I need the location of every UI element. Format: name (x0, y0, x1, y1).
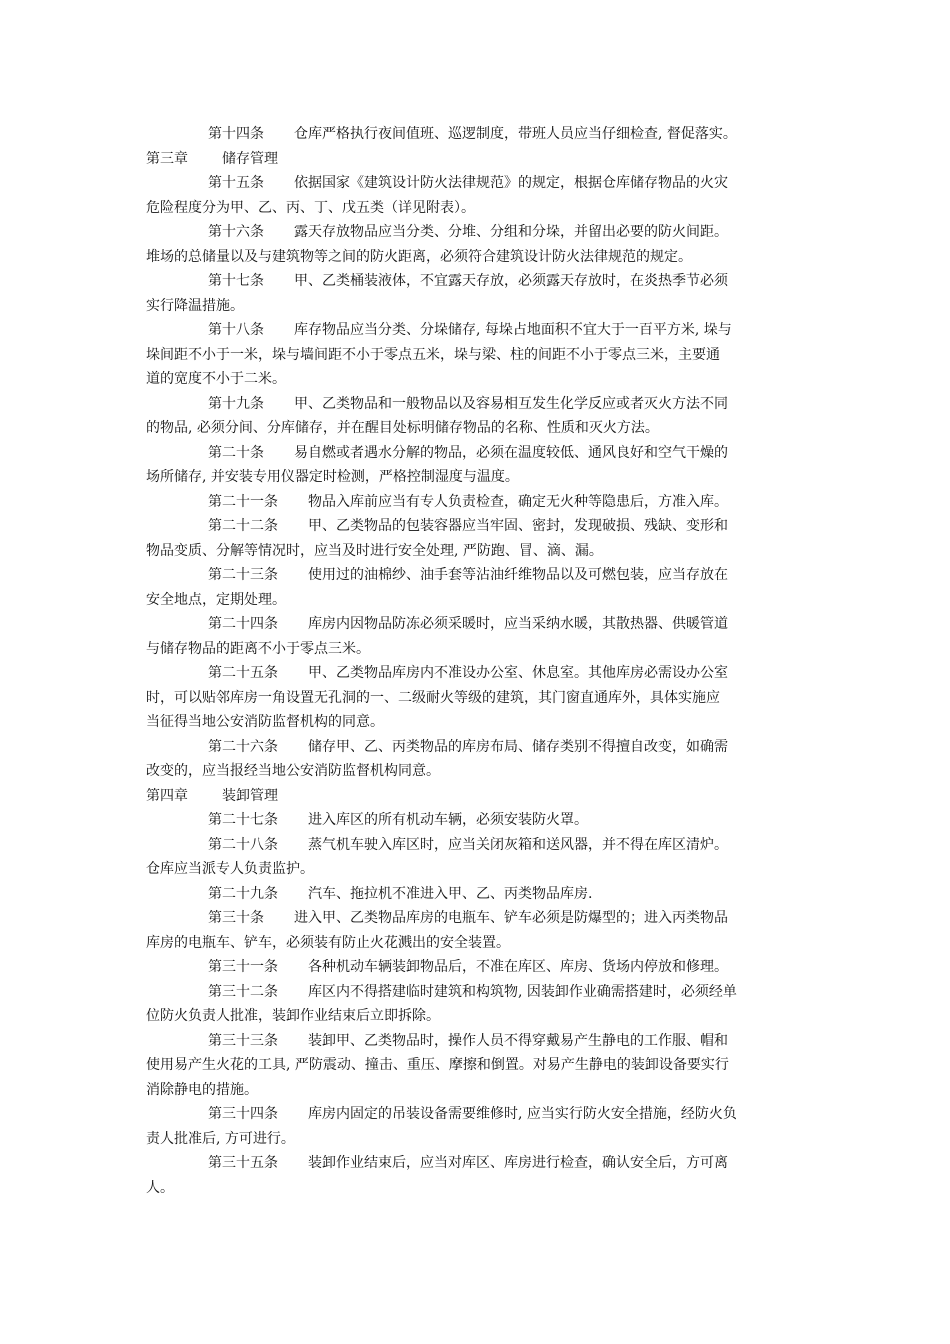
article-text: 库房的电瓶车、铲车，必须装有防止火花溅出的安全装置。 (146, 934, 510, 951)
document-page (146, 122, 808, 1200)
article-label: 第二十一条 (208, 493, 278, 510)
article-label: 第三十条 (208, 910, 264, 926)
article-continuation-line (146, 857, 808, 882)
chapter-title: 储存管理 (222, 150, 278, 167)
article-block (146, 808, 808, 833)
article-text: 库区内不得搭建临时建筑和构筑物, 因装卸作业确需搭建时，必须经单 (308, 983, 737, 1000)
article-first-line (146, 122, 808, 147)
article-text: 时，可以贴邻库房一角设置无孔洞的一、二级耐火等级的建筑，其门窗直通库外，具体实施应 (146, 689, 720, 706)
article-text: 当征得当地公安消防监督机构的同意。 (146, 714, 384, 730)
article-first-line (146, 318, 808, 343)
article-continuation-line (146, 931, 808, 956)
article-block (146, 392, 808, 441)
chapter-heading (146, 784, 808, 809)
article-continuation-line (146, 465, 808, 490)
article-text: 责人批准后, 方可进行。 (146, 1130, 295, 1147)
chapter-title: 装卸管理 (222, 787, 278, 804)
article-text: 垛间距不小于一米，垛与墙间距不小于零点五米，垛与梁、柱的间距不小于零点三米，主要通 (146, 346, 720, 363)
article-label: 第二十三条 (208, 567, 278, 583)
article-block (146, 441, 808, 490)
article-text: 仓库应当派专人负责监护。 (146, 861, 314, 877)
article-continuation-line (146, 686, 808, 711)
article-text: 人。 (146, 1179, 174, 1196)
article-first-line (146, 514, 808, 539)
article-label: 第二十五条 (208, 665, 278, 681)
article-label: 第二十七条 (208, 812, 278, 828)
article-first-line (146, 612, 808, 637)
article-first-line (146, 1029, 808, 1054)
article-block (146, 269, 808, 318)
article-text: 甲、乙类物品库房内不准设办公室、休息室。其他库房必需设办公室 (308, 665, 728, 681)
article-text: 储存甲、乙、丙类物品的库房布局、储存类别不得擅自改变，如确需 (308, 738, 728, 755)
article-block (146, 833, 808, 882)
article-continuation-line (146, 294, 808, 319)
article-first-line (146, 1151, 808, 1176)
article-text: 进入甲、乙类物品库房的电瓶车、铲车必须是防爆型的；进入丙类物品 (294, 910, 728, 926)
chapter-label: 第三章 (146, 150, 188, 167)
article-first-line (146, 392, 808, 417)
article-block (146, 906, 808, 955)
article-block (146, 1102, 808, 1151)
article-text: 进入库区的所有机动车辆，必须安装防火罩。 (308, 812, 588, 828)
article-first-line (146, 980, 808, 1005)
article-first-line (146, 441, 808, 466)
article-first-line (146, 1102, 808, 1127)
article-first-line (146, 269, 808, 294)
article-continuation-line (146, 710, 808, 735)
article-first-line (146, 220, 808, 245)
article-label: 第三十四条 (208, 1106, 278, 1122)
article-continuation-line (146, 245, 808, 270)
article-text: 位防火负责人批准，装卸作业结束后立即拆除。 (146, 1008, 440, 1024)
article-continuation-line (146, 1127, 808, 1152)
article-text: 消除静电的措施。 (146, 1081, 258, 1098)
article-text: 场所储存, 并安装专用仪器定时检测，严格控制湿度与温度。 (146, 469, 519, 485)
article-text: 使用易产生火花的工具, 严防震动、撞击、重压、摩擦和倒置。对易产生静电的装卸设备要实行 (146, 1057, 729, 1073)
article-label: 第十六条 (208, 224, 264, 240)
article-block (146, 171, 808, 220)
article-label: 第二十二条 (208, 518, 278, 534)
article-continuation-line (146, 1053, 808, 1078)
article-text: 依据国家《建筑设计防火法律规范》的规定，根据仓库储存物品的火灾 (294, 175, 728, 191)
article-text: 与储存物品的距离不小于零点三米。 (146, 640, 370, 657)
article-text: 易自燃或者遇水分解的物品，必须在温度较低、通风良好和空气干燥的 (294, 444, 728, 461)
article-label: 第十四条 (208, 126, 264, 142)
chapter-heading (146, 147, 808, 172)
article-label: 第三十一条 (208, 959, 278, 975)
article-first-line (146, 563, 808, 588)
article-label: 第三十二条 (208, 983, 278, 1000)
article-continuation-line (146, 637, 808, 662)
article-continuation-line (146, 367, 808, 392)
article-block (146, 1029, 808, 1103)
article-block (146, 122, 808, 147)
article-label: 第二十四条 (208, 616, 278, 632)
article-block (146, 220, 808, 269)
article-continuation-line (146, 588, 808, 613)
article-text: 甲、乙类物品的包装容器应当牢固、密封，发现破损、残缺、变形和 (308, 518, 728, 534)
article-label: 第三十三条 (208, 1032, 278, 1049)
article-label: 第二十八条 (208, 836, 278, 853)
article-text: 堆场的总储量以及与建筑物等之间的防火距离，必须符合建筑设计防火法律规范的规定。 (146, 248, 692, 265)
article-first-line (146, 808, 808, 833)
article-block (146, 612, 808, 661)
article-label: 第三十五条 (208, 1155, 278, 1171)
article-text: 库存物品应当分类、分垛储存, 每垛占地面积不宜大于一百平方米, 垛与 (294, 322, 732, 338)
article-first-line (146, 882, 808, 907)
article-continuation-line (146, 539, 808, 564)
article-block (146, 980, 808, 1029)
article-block (146, 882, 808, 907)
article-continuation-line (146, 759, 808, 784)
article-text: 改变的，应当报经当地公安消防监督机构同意。 (146, 763, 440, 779)
article-label: 第二十条 (208, 444, 264, 461)
article-text: 危险程度分为甲、乙、丙、丁、戊五类（详见附表）。 (146, 199, 475, 216)
article-text: 装卸作业结束后，应当对库区、库房进行检查，确认安全后，方可离 (308, 1155, 728, 1171)
article-text: 库房内因物品防冻必须采暖时，应当采纳水暖，其散热器、供暖管道 (308, 616, 728, 632)
article-block (146, 318, 808, 392)
article-text: 道的宽度不小于二米。 (146, 371, 286, 387)
article-first-line (146, 906, 808, 931)
article-label: 第十七条 (208, 273, 264, 289)
article-continuation-line (146, 343, 808, 368)
article-block (146, 563, 808, 612)
article-continuation-line (146, 416, 808, 441)
article-first-line (146, 833, 808, 858)
article-continuation-line (146, 1176, 808, 1201)
article-continuation-line (146, 196, 808, 221)
article-text: 装卸甲、乙类物品时，操作人员不得穿戴易产生静电的工作服、帽和 (308, 1032, 728, 1049)
article-text: 甲、乙类物品和一般物品以及容易相互发生化学反应或者灭火方法不同 (294, 395, 728, 412)
article-block (146, 955, 808, 980)
chapter-label: 第四章 (146, 787, 188, 804)
article-block (146, 1151, 808, 1200)
article-block (146, 661, 808, 735)
article-label: 第二十九条 (208, 885, 278, 902)
article-text: 安全地点，定期处理。 (146, 591, 286, 608)
article-label: 第二十六条 (208, 738, 278, 755)
article-continuation-line (146, 1004, 808, 1029)
article-text: 蒸气机车驶入库区时，应当关闭灰箱和送风器，并不得在库区清炉。 (308, 836, 728, 853)
article-text: 露天存放物品应当分类、分堆、分组和分垛，并留出必要的防火间距。 (294, 224, 728, 240)
article-first-line (146, 955, 808, 980)
article-label: 第十八条 (208, 322, 264, 338)
article-continuation-line (146, 1078, 808, 1103)
article-text: 实行降温措施。 (146, 297, 244, 314)
article-text: 使用过的油棉纱、油手套等沾油纤维物品以及可燃包装，应当存放在 (308, 567, 728, 583)
article-first-line (146, 735, 808, 760)
article-first-line (146, 490, 808, 515)
article-label: 第十五条 (208, 175, 264, 191)
article-block (146, 490, 808, 515)
article-text: 物品入库前应当有专人负责检查，确定无火种等隐患后，方准入库。 (308, 493, 728, 510)
article-text: 库房内固定的吊装设备需要维修时, 应当实行防火安全措施，经防火负 (308, 1106, 737, 1122)
article-label: 第十九条 (208, 395, 264, 412)
article-text: 物品变质、分解等情况时，应当及时进行安全处理, 严防跑、冒、滴、漏。 (146, 542, 603, 559)
article-text: 甲、乙类桶装液体，不宜露天存放，必须露天存放时，在炎热季节必须 (294, 273, 728, 289)
article-text: 的物品, 必须分间、分库储存，并在醒目处标明储存物品的名称、性质和灭火方法。 (146, 420, 659, 436)
article-block (146, 514, 808, 563)
article-text: 仓库严格执行夜间值班、巡逻制度，带班人员应当仔细检查, 督促落实。 (294, 126, 737, 142)
article-block (146, 735, 808, 784)
article-text: 汽车、拖拉机不准进入甲、乙、丙类物品库房. (308, 885, 593, 902)
article-text: 各种机动车辆装卸物品后，不准在库区、库房、货场内停放和修理。 (308, 959, 728, 975)
article-first-line (146, 661, 808, 686)
article-first-line (146, 171, 808, 196)
